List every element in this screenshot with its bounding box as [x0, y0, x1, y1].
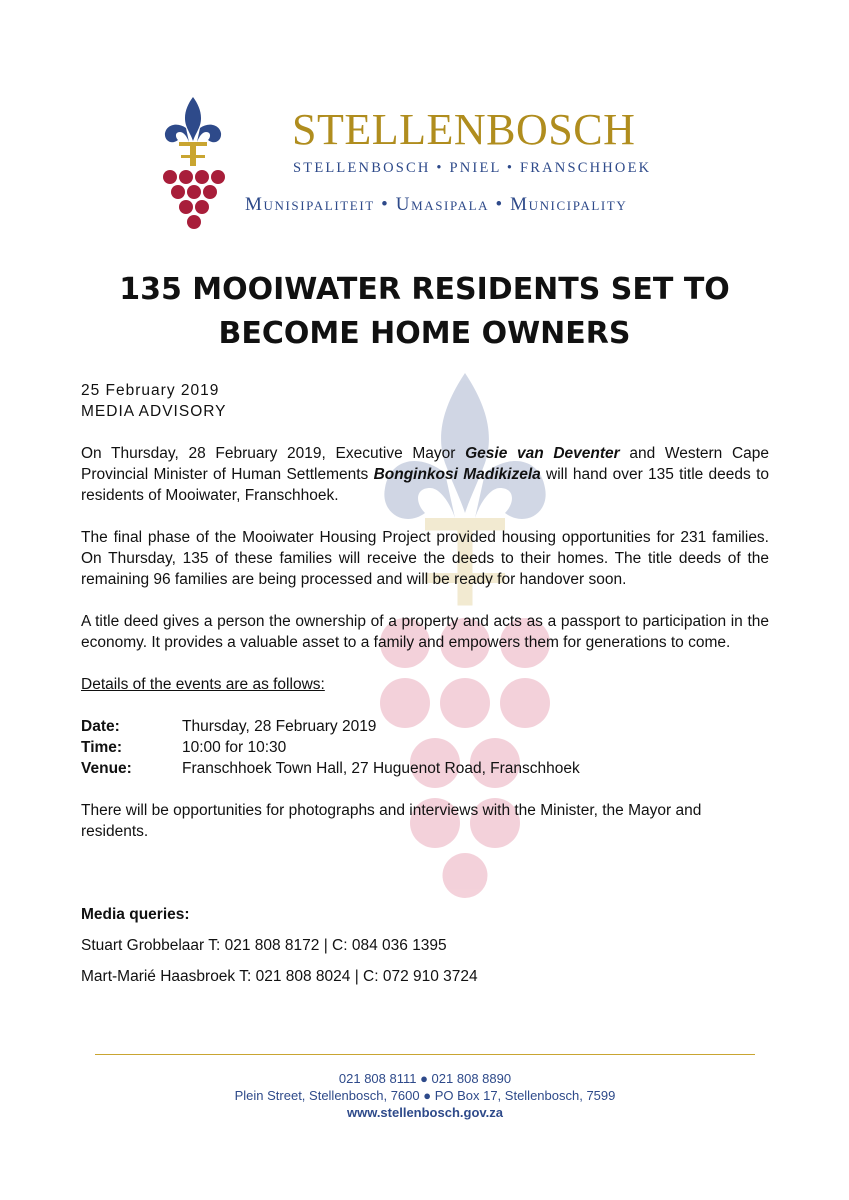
footer-phones: 021 808 8111 ● 021 808 8890: [338, 1071, 512, 1086]
event-row-time: [81, 737, 580, 758]
footer: [95, 1070, 755, 1121]
media-queries: [81, 904, 478, 997]
event-value: 10:00 for 10:30: [182, 739, 287, 756]
headline: [60, 268, 789, 356]
paragraph-1-text-a: On Thursday, 28 February 2019, Executive Mayor: [81, 445, 466, 462]
brand-name: STELLENBOSCH: [292, 105, 636, 154]
media-contact: Mart-Marié Haasbroek T: 021 808 8024 | C: 072 910 3724: [81, 968, 478, 985]
mayor-name: Gesie van Deventer: [465, 445, 620, 462]
brand-municipality: Munisipaliteit • Umasipala • Municipality: [245, 194, 628, 215]
minister-name: Bonginkosi Madikizela: [373, 466, 541, 483]
municipality-crest-logo: [155, 95, 231, 235]
media-contact: Stuart Grobbelaar T: 021 808 8172 | C: 084 036 1395: [81, 937, 447, 954]
paragraph-1-text-c: will hand over 135 title deeds to residents of Mooiwater, Franschhoek.: [81, 466, 769, 504]
event-label: Time:: [81, 739, 123, 756]
event-value: Franschhoek Town Hall, 27 Huguenot Road, Franschhoek: [182, 760, 580, 777]
footer-website-link[interactable]: www.stellenbosch.gov.za: [346, 1105, 504, 1120]
paragraph-3: A title deed gives a person the ownership of a property and acts as a passport to participation in the economy. It provides a valuable asset to a family and empowers them for generations to come.: [81, 613, 769, 651]
event-row-date: [81, 716, 580, 737]
event-value: Thursday, 28 February 2019: [182, 718, 377, 735]
event-details-table: [81, 716, 580, 779]
brand-towns: STELLENBOSCH • PNIEL • FRANSCHHOEK: [293, 160, 652, 176]
paragraph-1: [81, 443, 769, 506]
headline-line-1: 135 MOOIWATER RESIDENTS SET TO: [119, 272, 730, 307]
paragraph-2: The final phase of the Mooiwater Housing Project provided housing opportunities for 231 families. On Thursday, 135 of these families will receive the deeds to their homes. The title deeds of the remaining 96 families are being processed and will be ready for handover soon.: [81, 529, 769, 588]
event-row-venue: [81, 758, 580, 779]
footer-address: Plein Street, Stellenbosch, 7600 ● PO Box 17, Stellenbosch, 7599: [234, 1088, 616, 1103]
advisory-date: 25 February 2019: [81, 382, 220, 399]
media-heading: Media queries:: [81, 906, 190, 923]
advisory-label: MEDIA ADVISORY: [81, 403, 227, 420]
paragraph-4: There will be opportunities for photographs and interviews with the Minister, the Mayor and residents.: [81, 802, 702, 840]
footer-divider: [95, 1054, 755, 1055]
advisory-body: [81, 380, 769, 842]
event-label: Date:: [81, 718, 120, 735]
headline-line-2: BECOME HOME OWNERS: [218, 316, 631, 351]
paragraph-1-text-b: and Western Cape Provincial Minister of Human Settlements: [81, 445, 770, 483]
event-label: Venue:: [81, 760, 132, 777]
details-heading: Details of the events are as follows:: [81, 676, 325, 693]
